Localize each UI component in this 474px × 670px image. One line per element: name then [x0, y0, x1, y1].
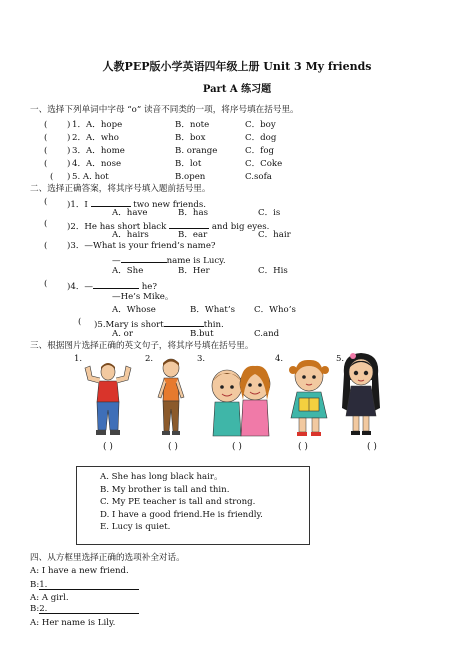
- option-c: C．His: [258, 266, 288, 276]
- answer-paren-open[interactable]: (: [44, 133, 48, 143]
- option-b: B．ear: [178, 230, 208, 240]
- option-a: A. or: [112, 329, 133, 339]
- answer-paren-close: ): [67, 146, 71, 156]
- quiet-girl-picture: [285, 356, 333, 438]
- question-text: )1．I: [67, 200, 88, 210]
- item-option-c: C．fog: [245, 146, 275, 156]
- question-text: )5.Mary is short: [94, 320, 164, 330]
- item-option-a: 2．A．who: [72, 133, 119, 143]
- item-option-b: B．lot: [175, 159, 202, 169]
- question-text: two new friends.: [133, 200, 207, 210]
- item-option-a: 5. A. hot: [72, 172, 109, 182]
- answer-paren[interactable]: ( ): [298, 442, 308, 452]
- option-b: B.but: [190, 329, 214, 339]
- section2-heading: 二、选择正确答案，将其序号填入题前括号里。: [30, 184, 211, 194]
- item-option-a: 4．A．nose: [72, 159, 122, 169]
- answer-paren-close: ): [67, 159, 71, 169]
- option-b: B．Her: [178, 266, 210, 276]
- option-c: C．hair: [258, 230, 291, 240]
- question-text: —: [112, 256, 121, 266]
- speaker-label: B:: [30, 580, 40, 590]
- question-4-line2: —He’s Mike。: [112, 292, 174, 302]
- fill-blank[interactable]: [169, 219, 209, 229]
- answer-paren-close: ): [67, 172, 71, 182]
- answer-blank[interactable]: [39, 604, 139, 614]
- answer-paren[interactable]: ( ): [232, 442, 242, 452]
- answer-paren-open[interactable]: (: [44, 197, 48, 207]
- dialogue-line: A: Her name is Lily.: [30, 618, 116, 628]
- dialogue-line: A: A girl.: [30, 593, 69, 603]
- option-c: C．Who’s: [254, 305, 296, 315]
- item-option-c: C．boy: [245, 120, 276, 130]
- answer-blank[interactable]: [39, 580, 139, 590]
- option-c: C．is: [258, 208, 281, 218]
- answer-paren-open[interactable]: (: [44, 146, 48, 156]
- two-friends-picture: [205, 360, 277, 438]
- question-4-stem: [67, 279, 157, 293]
- speaker-label: B:: [30, 604, 40, 614]
- option-a: A．She: [112, 266, 144, 276]
- answer-paren-open[interactable]: (: [44, 219, 48, 229]
- section1-heading: 一、选择下列单词中字母 “o” 读音不同类的一项，将序号填在括号里。: [30, 105, 299, 115]
- picture-number: 4.: [275, 354, 284, 364]
- answer-paren-open[interactable]: (: [50, 172, 54, 182]
- option-c: C.and: [254, 329, 280, 339]
- answer-paren-close: ): [67, 120, 71, 130]
- answer-paren[interactable]: ( ): [103, 442, 113, 452]
- item-option-c: C．Coke: [245, 159, 283, 169]
- answer-paren-open[interactable]: (: [44, 279, 48, 289]
- section3-heading: 三、根据图片选择正确的英文句子，将其序号填在括号里。: [30, 341, 254, 351]
- item-option-c: C.sofa: [245, 172, 272, 182]
- section4-heading: 四、从方框里选择正确的选项补全对话。: [30, 553, 185, 563]
- answer-paren-open[interactable]: (: [44, 241, 48, 251]
- question-text: name is Lucy.: [166, 256, 226, 266]
- option-b: B．has: [178, 208, 208, 218]
- question-text: and big eyes.: [211, 222, 270, 232]
- picture-number: 5.: [336, 354, 345, 364]
- answer-paren-open[interactable]: (: [44, 120, 48, 130]
- item-option-c: C．dog: [245, 133, 277, 143]
- dialogue-line: [30, 604, 139, 615]
- question-3-line2: [112, 253, 226, 267]
- dialogue-line: [30, 580, 139, 591]
- item-option-b: B. orange: [175, 146, 218, 156]
- strong-man-picture: [80, 360, 136, 438]
- item-option-b: B.open: [175, 172, 206, 182]
- answer-paren[interactable]: ( ): [168, 442, 178, 452]
- page-title: 人教PEP版小学英语四年级上册 Unit 3 My friends: [102, 60, 372, 73]
- page-subtitle: Part A 练习题: [202, 84, 272, 95]
- item-option-b: B．note: [175, 120, 210, 130]
- option-a: A．hairs: [112, 230, 149, 240]
- blank-number: 1.: [39, 580, 48, 590]
- option-b: B．What’s: [190, 305, 235, 315]
- fill-blank[interactable]: [93, 279, 139, 289]
- option-a: A．Whose: [112, 305, 156, 315]
- question-text: )4．—: [67, 282, 94, 292]
- answer-paren-open[interactable]: (: [44, 159, 48, 169]
- question-text: he?: [141, 282, 157, 292]
- answer-paren-close: ): [67, 133, 71, 143]
- answer-paren[interactable]: ( ): [367, 442, 377, 452]
- sentence-option: E. Lucy is quiet.: [100, 522, 171, 532]
- answer-paren-open[interactable]: (: [78, 317, 82, 327]
- sentence-option: A. She has long black hair。: [100, 472, 223, 482]
- sentence-option: C. My PE teacher is tall and strong.: [100, 497, 256, 507]
- long-black-hair-girl-picture: [338, 350, 384, 440]
- tall-thin-boy-picture: [153, 357, 189, 439]
- fill-blank[interactable]: [164, 317, 204, 327]
- option-a: A．have: [112, 208, 148, 218]
- sentence-option: D. I have a good friend.He is friendly.: [100, 510, 263, 520]
- picture-number: 3.: [197, 354, 206, 364]
- dialogue-line: A: I have a new friend.: [30, 566, 129, 576]
- item-option-a: 3．A．home: [72, 146, 125, 156]
- question-text: thin.: [203, 320, 224, 330]
- sentence-option: B. My brother is tall and thin.: [100, 485, 230, 495]
- question-2-stem: [67, 219, 269, 233]
- blank-number: 2.: [39, 604, 48, 614]
- question-3-stem: )3．—What is your friend’s name?: [67, 241, 216, 251]
- question-text: )2．He has short black: [67, 222, 167, 232]
- fill-blank[interactable]: [91, 197, 131, 207]
- picture-number: 2.: [145, 354, 154, 364]
- item-option-b: B．box: [175, 133, 206, 143]
- picture-number: 1.: [74, 354, 83, 364]
- item-option-a: 1．A．hope: [72, 120, 123, 130]
- fill-blank[interactable]: [121, 253, 167, 263]
